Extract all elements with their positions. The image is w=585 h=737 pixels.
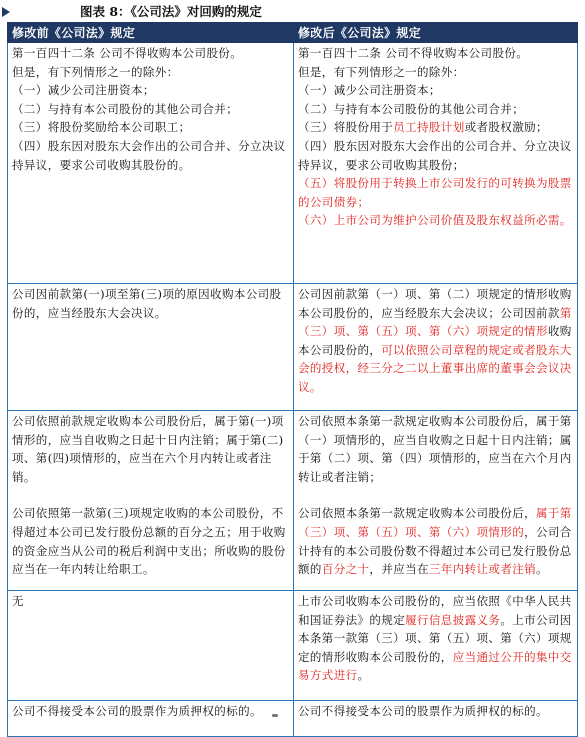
text-line [298,592,573,685]
text-line: 公司依照本条第一款规定收购本公司股份后，属于第（一）项情形的，应当自收购之日起十日内注销；属于第（二）项、第（四）项情形的，应当在六个月内转让或者注销； [298,414,572,484]
cell-after [294,284,578,411]
table-row [8,591,578,701]
table-row [8,43,578,284]
table-header-row [8,23,578,43]
text-line: （一）减少公司注册资本； [12,83,155,98]
text-span: 。 [536,562,548,577]
text-line: 第一百四十二条 公司不得收购本公司股份。 [298,46,529,60]
scroll-marker [272,714,278,717]
cell-before [8,284,294,411]
text-line: 公司不得接受本公司的股票作为质押权的标的。 [12,704,262,718]
text-span: 公司因前款第（一）项、第（二）项规定的情形收购本公司股份的，应当经股东大会决议；公司因前款 [298,287,572,320]
caption-label: 图表 8： [80,4,131,19]
highlight-text: 履行信息披露义务 [405,612,501,627]
highlight-text: 第（三）项、第（五）项、第（六）项规定的情形 [298,305,572,339]
cell-before [8,411,294,591]
text-line [298,285,573,397]
text-line: （二）与持有本公司股份的其他公司合并； [12,101,239,116]
cell-before [8,591,294,701]
header-before: 修改前《公司法》规定 [8,23,294,43]
text-line: （一）减少公司注册资本； [298,83,441,98]
figure-caption [0,2,585,22]
cell-after [294,43,578,284]
text-span: 。上市公司因本条第一款第（三）项、第（五）项、第（六）项规定的情形收购本公司股份的， [298,612,572,664]
text-span: （三）将股份用于 [298,120,394,135]
text-line: 第一百四十二条 公司不得收购本公司股份。 [12,46,243,60]
text-span: 或者股权激励； [464,120,548,135]
highlight-text: 员工持股计划 [393,120,465,135]
highlight-text: 属于第（三）项、第（五）项、第（六）项情形的 [298,506,572,539]
text-line [298,118,573,137]
header-after: 修改后《公司法》规定 [294,23,578,43]
cell-after [294,701,578,737]
highlight-text: 应当通过公开的集中交易方式进行 [298,649,572,683]
highlight-text: 可以依照公司章程的规定或者股东大会的授权，经三分之二以上董事出席的董事会会议决议。 [298,342,572,394]
highlight-text: 三年内转让或者注销 [428,562,537,577]
text-span: ，公司合计持有的本公司股份数不得超过本公司已发行股份总额的 [298,524,572,577]
table-row [8,701,578,737]
text-line: 公司依照第一款第(三)项规定收购的本公司股份，不得超过本公司已发行股份总额的百分之五；用于收购的资金应当从公司的税后利润中支出；所收购的股份应当在一年内转让给职工。 [12,506,286,577]
text-line [298,504,573,578]
text-span: 上市公司收购本公司股份的，应当依照《中华人民共和国证券法》的规定 [298,594,572,627]
highlight-text: （六）上市公司为维护公司价值及股东权益所必需。 [298,213,572,228]
text-line: 公司依照前款规定收购本公司股份后，属于第(一)项情形的，应当自收购之日起十日内注销；属于第(二)项、第(四)项情形的，应当在六个月内转让或者注销。 [12,414,284,484]
highlight-text: （五）将股份用于转换上市公司发行的可转换为股票的公司债券； [298,176,572,209]
cell-before [8,43,294,284]
cell-after [294,411,578,591]
text-line: 公司因前款第(一)项至第(三)项的原因收购本公司股份的，应当经股东大会决议。 [12,287,282,320]
text-line: 但是，有下列情形之一的除外： [12,64,179,79]
caption-title: 《公司法》对回购的规定 [130,4,262,19]
text-line: 但是，有下列情形之一的除外： [298,64,465,79]
text-line: （四）股东因对股东大会作出的公司合并、分立决议持异议，要求公司收购其股份； [298,138,572,172]
caption-marker-icon [2,7,10,17]
text-span: 。 [357,668,370,683]
text-span: 公司依照本条第一款规定收购本公司股份后， [298,506,536,521]
table-row [8,284,578,411]
text-line: 公司不得接受本公司的股票作为质押权的标的。 [298,704,548,718]
text-span: 收购本公司股份的， [298,324,572,357]
text-line: （四）股东因对股东大会作出的公司合并、分立决议持异议，要求公司收购其股份的。 [12,138,286,172]
highlight-text: 百分之十 [321,562,370,577]
comparison-table [7,22,578,737]
text-span: ，并应当在 [369,562,429,577]
cell-before [8,701,294,737]
text-line: （三）将股份奖励给本公司职工； [12,120,191,135]
table-row [8,411,578,591]
cell-after [294,591,578,701]
text-line: （二）与持有本公司股份的其他公司合并； [298,101,525,116]
text-line: 无 [12,594,24,608]
